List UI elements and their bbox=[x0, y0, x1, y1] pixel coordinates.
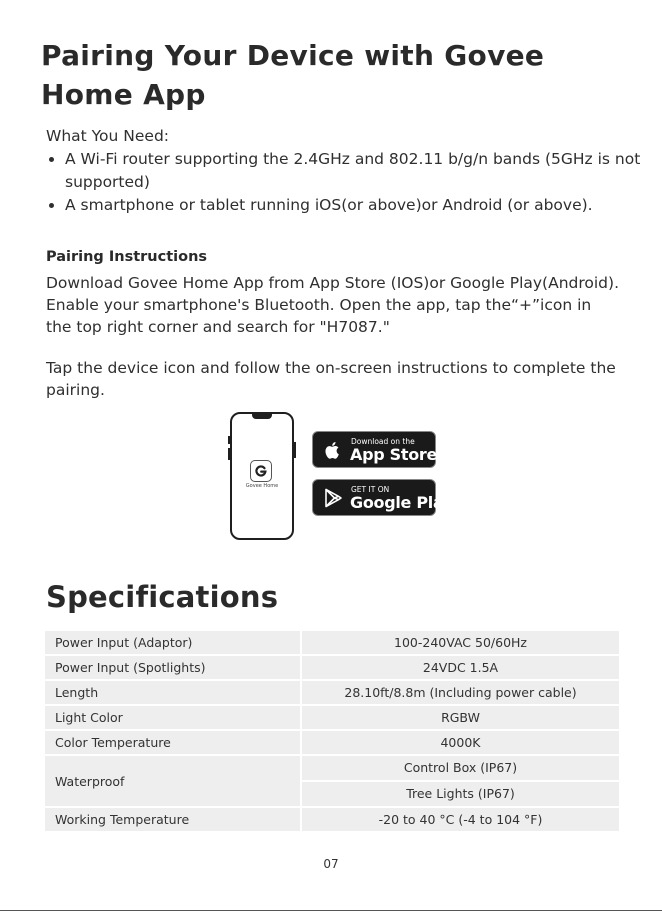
google-play-title: Google Play bbox=[350, 493, 454, 512]
table-row bbox=[45, 808, 619, 831]
page-number: 07 bbox=[323, 857, 339, 871]
spec-key: Color Temperature bbox=[45, 731, 302, 756]
phone-volume-button bbox=[228, 436, 230, 444]
bottom-divider bbox=[0, 910, 662, 911]
spec-value: Tree Lights (IP67) bbox=[406, 786, 515, 801]
phone-notch bbox=[252, 414, 272, 419]
app-store-caption: Download on the bbox=[351, 437, 415, 446]
spec-value: 4000K bbox=[302, 731, 619, 756]
spec-value: RGBW bbox=[302, 706, 619, 731]
table-row bbox=[45, 756, 619, 808]
spec-key: Length bbox=[45, 681, 302, 706]
table-row bbox=[45, 731, 619, 756]
requirements-list bbox=[46, 148, 646, 217]
requirement-item-smartphone: • A smartphone or tablet running iOS(or above)or Android (or above). bbox=[65, 194, 646, 217]
spec-value: 100-240VAC 50/60Hz bbox=[302, 631, 619, 656]
pairing-paragraph-complete: Tap the device icon and follow the on-screen instructions to complete the pairing. bbox=[46, 359, 616, 399]
spec-key: Working Temperature bbox=[45, 808, 302, 831]
phone-power-button bbox=[294, 442, 296, 458]
apple-icon bbox=[322, 439, 344, 461]
page-title: Pairing Your Device with Govee Home App bbox=[41, 39, 545, 111]
requirement-item-router: • A Wi-Fi router supporting the 2.4GHz and 802.11 b/g/n bands (5GHz is not supported) bbox=[65, 148, 646, 194]
govee-logo-icon bbox=[250, 460, 272, 482]
google-play-caption: GET IT ON bbox=[351, 485, 390, 494]
app-name-label: Govee Home bbox=[245, 483, 279, 489]
phone-volume-button bbox=[228, 448, 230, 460]
table-row bbox=[45, 631, 619, 656]
spec-key: Power Input (Adaptor) bbox=[45, 631, 302, 656]
app-store-badge[interactable] bbox=[312, 431, 436, 468]
spec-value: -20 to 40 °C (-4 to 104 °F) bbox=[302, 808, 619, 831]
spec-value: Control Box (IP67) bbox=[302, 756, 619, 782]
table-row bbox=[45, 706, 619, 731]
pairing-paragraph-download: Download Govee Home App from App Store (IOS)or Google Play(Android). Enable your smartphone's Bluetooth. Open the app, tap the“+”icon in the top right corner and search for "H7087." bbox=[46, 274, 619, 336]
specifications-table bbox=[45, 631, 619, 831]
what-you-need-section bbox=[46, 125, 646, 217]
smartphone-illustration bbox=[230, 412, 294, 540]
google-play-icon bbox=[322, 487, 344, 509]
table-row bbox=[45, 656, 619, 681]
spec-value: 28.10ft/8.8m (Including power cable) bbox=[302, 681, 619, 706]
table-row bbox=[45, 681, 619, 706]
app-store-title: App Store bbox=[350, 445, 438, 464]
what-you-need-heading: What You Need: bbox=[46, 127, 170, 145]
spec-value: 24VDC 1.5A bbox=[302, 656, 619, 681]
google-play-badge[interactable] bbox=[312, 479, 454, 516]
spec-value-group bbox=[302, 756, 619, 808]
spec-key: Light Color bbox=[45, 706, 302, 731]
pairing-instructions-heading: Pairing Instructions bbox=[46, 249, 208, 265]
spec-key: Waterproof bbox=[45, 756, 302, 808]
specifications-heading: Specifications bbox=[46, 580, 279, 614]
spec-key: Power Input (Spotlights) bbox=[45, 656, 302, 681]
